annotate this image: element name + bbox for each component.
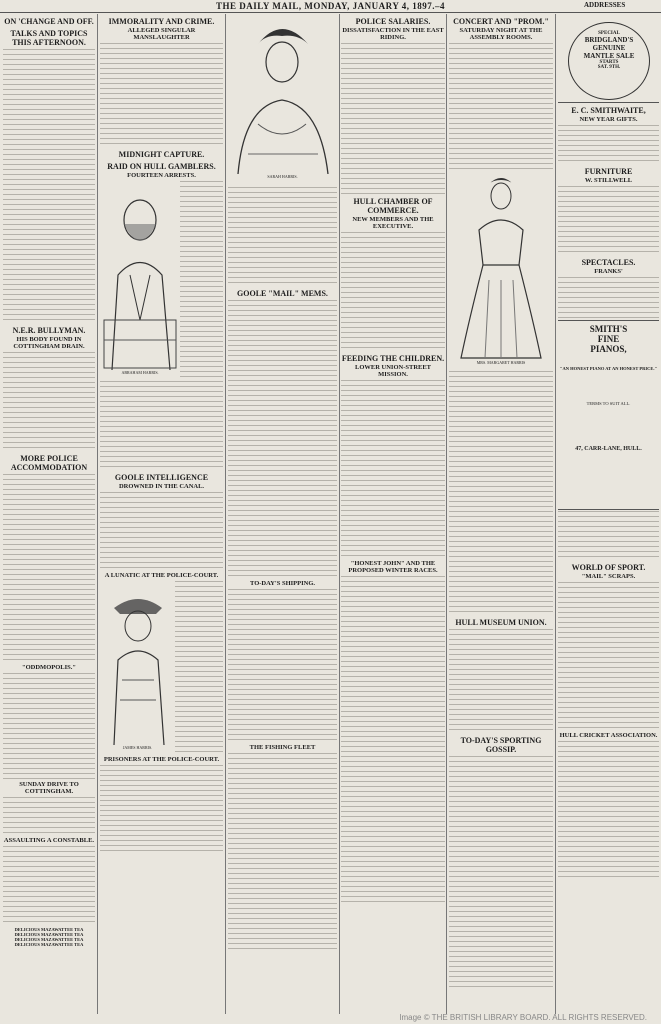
illustration-abraham-harris: ABRAHAM HARRIS. (100, 180, 223, 380)
column-3b (341, 14, 445, 1014)
bridgland-advert (558, 14, 659, 103)
subheadline: TO-DAY'S SHIPPING. (249, 580, 316, 587)
advert-text (558, 124, 659, 164)
headline: IMMORALITY AND CRIME. (108, 17, 215, 26)
masthead (0, 0, 661, 13)
advert-text (558, 276, 659, 320)
advert-subheading: W. STILLWELL (584, 177, 633, 184)
advert-heading: SPECTACLES. (581, 258, 636, 267)
advert-subheading: FRANKS' (594, 268, 623, 275)
smith-pianos-advert: SMITH'S FINE PIANOS, "AN HONEST PIANO AT AN HONEST PRICE." TERMS TO SUIT ALL. 47, CARR-LANE, HULL. (558, 320, 659, 510)
column-adverts (558, 14, 659, 1014)
article-text (100, 764, 223, 854)
subheadline: LOWER UNION-STREET MISSION. (354, 364, 432, 378)
subheadline: HIS BODY FOUND IN COTTINGHAM DRAIN. (13, 336, 85, 350)
portrait-sketch-icon (228, 14, 337, 174)
column-rule (97, 14, 98, 1014)
headline: TALKS AND TOPICS THIS AFTERNOON. (10, 29, 88, 47)
portrait-sketch-icon (100, 180, 180, 370)
column-1 (3, 14, 95, 1014)
advert-heading: FURNITURE (584, 167, 633, 176)
subheadline: ASSAULTING A CONSTABLE. (3, 837, 95, 844)
article-text (449, 42, 553, 170)
portrait-sketch-icon (100, 580, 175, 745)
illustration-sarah-harris: SARAH HARRIS. (228, 14, 337, 186)
advert-subheading: NEW YEAR GIFTS. (579, 116, 638, 123)
subheadline: PRISONERS AT THE POLICE-COURT. (103, 756, 220, 763)
article-text (3, 48, 95, 323)
column-4 (449, 14, 553, 1014)
subheadline: HULL CRICKET ASSOCIATION. (559, 732, 658, 739)
headline: CONCERT AND "PROM." (453, 17, 549, 26)
subheadline: NEW MEMBERS AND THE EXECUTIVE. (352, 216, 434, 230)
bridgland-roundel: SPECIAL BRIDGLAND'S GENUINE MANTLE SALE STARTS SAT. 9TH. (568, 22, 650, 100)
advert-heading: E. C. SMITHWAITE, (571, 106, 646, 115)
portrait-sketch-icon (449, 170, 553, 360)
headline: MORE POLICE ACCOMMODATION (10, 454, 88, 472)
article-text (3, 845, 95, 923)
column-3 (228, 14, 337, 1014)
article-text (449, 628, 553, 733)
column-rule (339, 14, 340, 1014)
article-text (341, 379, 445, 559)
subheadline: SATURDAY NIGHT AT THE ASSEMBLY ROOMS. (459, 27, 543, 41)
headline: RAID ON HULL GAMBLERS. (107, 162, 216, 171)
article-text (100, 42, 223, 147)
subheadline: FOURTEEN ARRESTS. (127, 172, 196, 179)
column-rule (225, 14, 226, 1014)
article-text (558, 581, 659, 731)
addresses-label: ADDRESSES (584, 1, 626, 9)
advert-text (558, 510, 659, 560)
subheadline: SUNDAY DRIVE TO COTTINGHAM. (19, 781, 79, 795)
headline: N.E.R. BULLYMAN. (12, 326, 86, 335)
article-text (228, 299, 337, 579)
article-text (228, 186, 337, 286)
subheadline: A LUNATIC AT THE POLICE-COURT. (104, 572, 219, 579)
article-text (3, 672, 95, 780)
copyright-footer: Image © THE BRITISH LIBRARY BOARD. ALL RIGHTS RESERVED. (399, 1013, 647, 1022)
shipping-list (228, 588, 337, 743)
article-text (449, 755, 553, 990)
headline: HULL CHAMBER OF COMMERCE. (353, 197, 433, 215)
subheadline: "HONEST JOHN" AND THE PROPOSED WINTER RACES. (348, 560, 438, 574)
subheadline: "ODDMOPOLIS." (22, 664, 76, 671)
headline: FEEDING THE CHILDREN. (341, 354, 445, 363)
headline: POLICE SALARIES. (355, 17, 431, 26)
article-text (341, 575, 445, 905)
illustration-margaret-harris: MRS. MARGARET HARRIS (449, 170, 553, 370)
article-text (449, 370, 553, 615)
article-text (341, 231, 445, 351)
headline: ON 'CHANGE AND OFF. (4, 17, 94, 26)
article-text (3, 473, 95, 663)
headline: GOOLE INTELLIGENCE (114, 473, 209, 482)
illustration-james-harris: JAMES HARRIS. (100, 580, 223, 755)
subheadline: "MAIL" SCRAPS. (581, 573, 636, 580)
article-text (3, 796, 95, 836)
headline: WORLD OF SPORT. (571, 563, 646, 572)
article-text (341, 42, 445, 194)
column-rule (446, 14, 447, 1014)
headline: GOOLE "MAIL" MEMS. (237, 289, 328, 298)
subheadline: DISSATISFACTION IN THE EAST RIDING. (342, 27, 444, 41)
fishing-list (228, 752, 337, 952)
subheadline: DROWNED IN THE CANAL. (118, 483, 205, 490)
headline: TO-DAY'S SPORTING GOSSIP. (460, 736, 542, 754)
advert-text (558, 185, 659, 255)
article-text (100, 380, 223, 470)
article-text (100, 491, 223, 571)
newspaper-title: THE DAILY MAIL, MONDAY, JANUARY 4, 1897.–4 (215, 1, 446, 11)
subheadline: ALLEGED SINGULAR MANSLAUGHTER (127, 27, 196, 41)
column-2 (100, 14, 223, 1014)
column-rule (555, 14, 556, 1014)
advert-strip: DELICIOUS MAZAWATTEE TEA DELICIOUS MAZAWATTEE TEA DELICIOUS MAZAWATTEE TEA DELICIOUS MAZAWATTEE TEA (14, 927, 84, 947)
headline: HULL MUSEUM UNION. (455, 618, 547, 627)
subheadline: THE FISHING FLEET (249, 744, 316, 751)
article-text (3, 351, 95, 451)
article-text (558, 740, 659, 880)
headline: MIDNIGHT CAPTURE. (118, 150, 205, 159)
